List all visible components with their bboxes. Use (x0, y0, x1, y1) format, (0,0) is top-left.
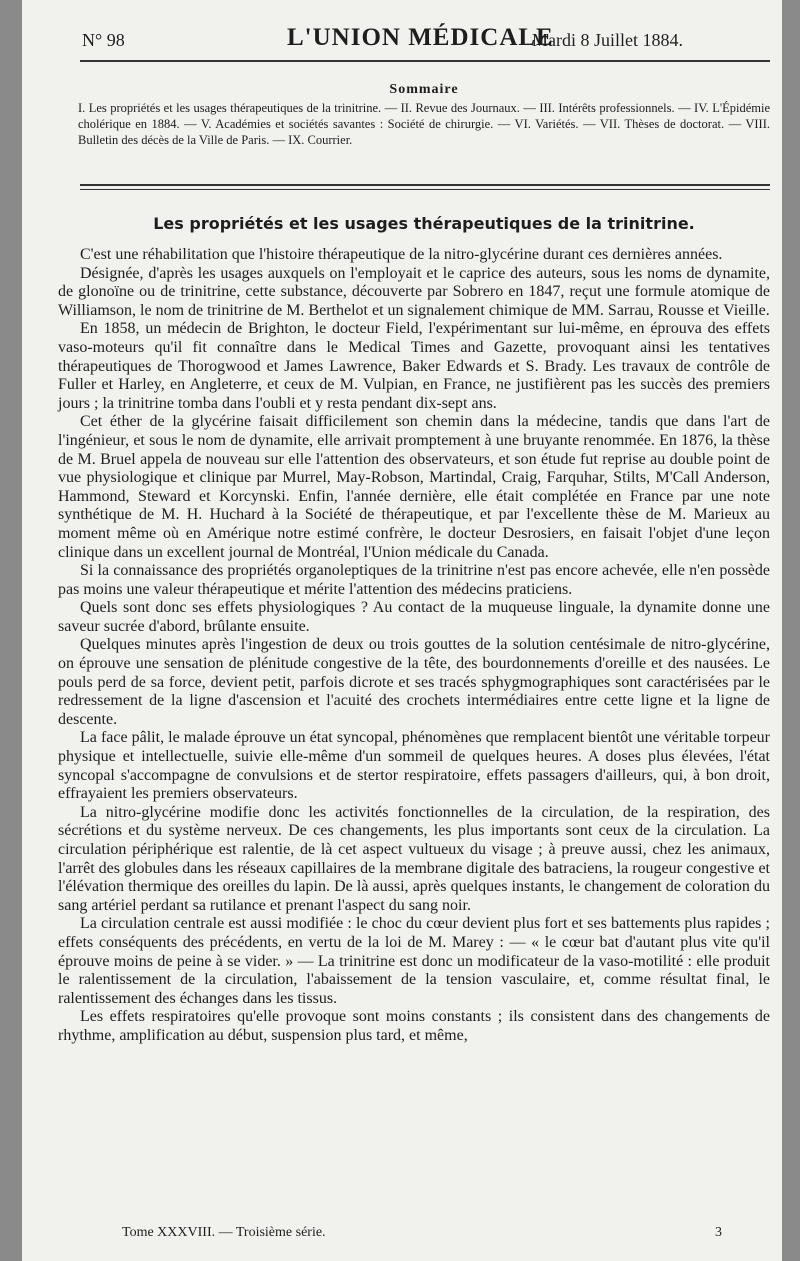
summary-section (78, 82, 770, 148)
page-header (82, 24, 762, 58)
article-body (58, 246, 770, 1046)
article-paragraph: Cet éther de la glycérine faisait difficilement son chemin dans la médecine, tandis que dans l'art de l'ingénieur, et sous le nom de dynamite, elle arrivait promptement à une bruyante renommée. En 1876, la thèse de M. Bruel appela de nouveau sur elle l'attention des observateurs, et son étude fut reprise au double point de vue physiologique et clinique par Murrel, May-Robson, Martindal, Craig, Farquhar, Stilts, M'Call Anderson, Hammond, Steward et Korcynski. Enfin, l'année dernière, elle était complétée en France par une note synthétique de M. H. Huchard à la Société de thérapeutique, et par l'excellente thèse de M. Marieux au moment même où en Amérique notre estimé confrère, le docteur Desrosiers, en faisait l'objet d'une leçon clinique dans un excellent journal de Montréal, l'Union médicale du Canada. (58, 413, 770, 561)
article-paragraph: Quelques minutes après l'ingestion de deux ou trois gouttes de la solution centésimale de nitro-glycérine, on éprouve une sensation de plénitude congestive de la tête, des bourdonnements d'oreille et des nausées. Le pouls perd de sa force, devient petit, parfois dicrote et ses tracés sphygmographiques sont caractérisées par le redressement de la ligne d'ascension et l'acuité des crochets intermédiaires entre cette ligne et la ligne de descente. (58, 636, 770, 728)
article-paragraph: Les effets respiratoires qu'elle provoque sont moins constants ; ils consistent dans des changements de rhythme, amplification au début, suspension plus tard, et même, (58, 1008, 770, 1044)
article-paragraph: C'est une réhabilitation que l'histoire thérapeutique de la nitro-glycérine durant ces dernières années. (80, 246, 723, 263)
newspaper-page (22, 0, 782, 1261)
article-title: Les propriétés et les usages thérapeutiques de la trinitrine. (153, 214, 695, 233)
article-paragraph: Si la connaissance des propriétés organoleptiques de la trinitrine n'est pas encore achevée, elle n'en possède pas moins une valeur thérapeutique et mérite l'attention des médecins praticiens. (58, 562, 770, 598)
issue-number: N° 98 (82, 30, 125, 50)
article-paragraph: La face pâlit, le malade éprouve un état syncopal, phénomènes que remplacent bientôt une véritable torpeur physique et intellectuelle, suivie elle-même d'un sommeil de quelques heures. A doses plus élevées, l'état syncopal s'accompagne de convulsions et de stertor respiratoire, effets passagers d'ailleurs, qui, à bon droit, effrayaient les premiers observateurs. (58, 729, 770, 803)
article-paragraph: La nitro-glycérine modifie donc les activités fonctionnelles de la circulation, de la respiration, des sécrétions et du système nerveux. De ces changements, les plus importants sont ceux de la circulation. La circulation périphérique est ralentie, de là cet aspect vultueux du visage ; à preuve aussi, chez les animaux, l'arrêt des globules dans les réseaux capillaires de la membrane digitale des batraciens, la rougeur congestive et l'élévation thermique des oreilles du lapin. De là aussi, après quelques instants, le changement de coloration du sang artériel perdant sa rutilance et prenant l'aspect du sang noir. (58, 803, 770, 914)
article-paragraph: Quels sont donc ses effets physiologiques ? Au contact de la muqueuse linguale, la dynamite donne une saveur sucrée d'abord, brûlante ensuite. (58, 599, 770, 635)
article-paragraph: Désignée, d'après les usages auxquels on l'employait et le caprice des auteurs, sous les noms de dynamite, de glonoïne ou de trinitrine, cette substance, découverte par Sobrero en 1847, reçut une formule atomique de Williamson, le nom de trinitrine de M. Berthelot et un signalement chimique de MM. Sarrau, Rousse et Vieille. (58, 264, 770, 319)
summary-rule-thin (80, 189, 770, 190)
summary-text: I. Les propriétés et les usages thérapeutiques de la trinitrine. — II. Revue des Journaux. — III. Intérêts professionnels. — IV. L'Épidémie cholérique en 1884. — V. Académies et sociétés savantes : Société de chirurgie. — VI. Variétés. — VII. Thèses de doctorat. — VIII. Bulletin des décès de la Ville de Paris. — IX. Courrier. (78, 101, 770, 147)
article-paragraph: La circulation centrale est aussi modifiée : le choc du cœur devient plus fort et ses battements plus rapides ; effets conséquents des précédents, en vertu de la loi de M. Marey : — « le cœur bat d'autant plus vite qu'il éprouve moins de peine à se vider. » — La trinitrine est donc un modificateur de la vaso-motilité : elle produit le ralentissement de la circulation, l'abaissement de la tension vasculaire, et, comme résultat final, le ralentissement des échanges dans les tissus. (58, 915, 770, 1007)
page-number: 3 (715, 1225, 722, 1240)
article-paragraph: En 1858, un médecin de Brighton, le docteur Field, l'expérimentant sur lui-même, en éprouva des effets vaso-moteurs qu'il fit connaître dans le Medical Times and Gazette, provoquant ainsi les tentatives thérapeutiques de Thorogwood et James Lawrence, Baker Edwards et S. Brady. Les travaux de contrôle de Fuller et Harley, en Angleterre, et ceux de M. Vulpian, en France, ne justifièrent pas les succès des premiers jours ; la trinitrine tomba dans l'oubli et y resta pendant dix-sept ans. (58, 320, 770, 412)
summary-rule-thick (80, 184, 770, 186)
issue-date: Mardi 8 Juillet 1884. (532, 30, 683, 50)
tome-label: Tome XXXVIII. — Troisième série. (122, 1225, 326, 1240)
header-rule (80, 60, 770, 62)
journal-title: L'UNION MÉDICALE (287, 24, 554, 51)
summary-title: Sommaire (389, 82, 459, 97)
